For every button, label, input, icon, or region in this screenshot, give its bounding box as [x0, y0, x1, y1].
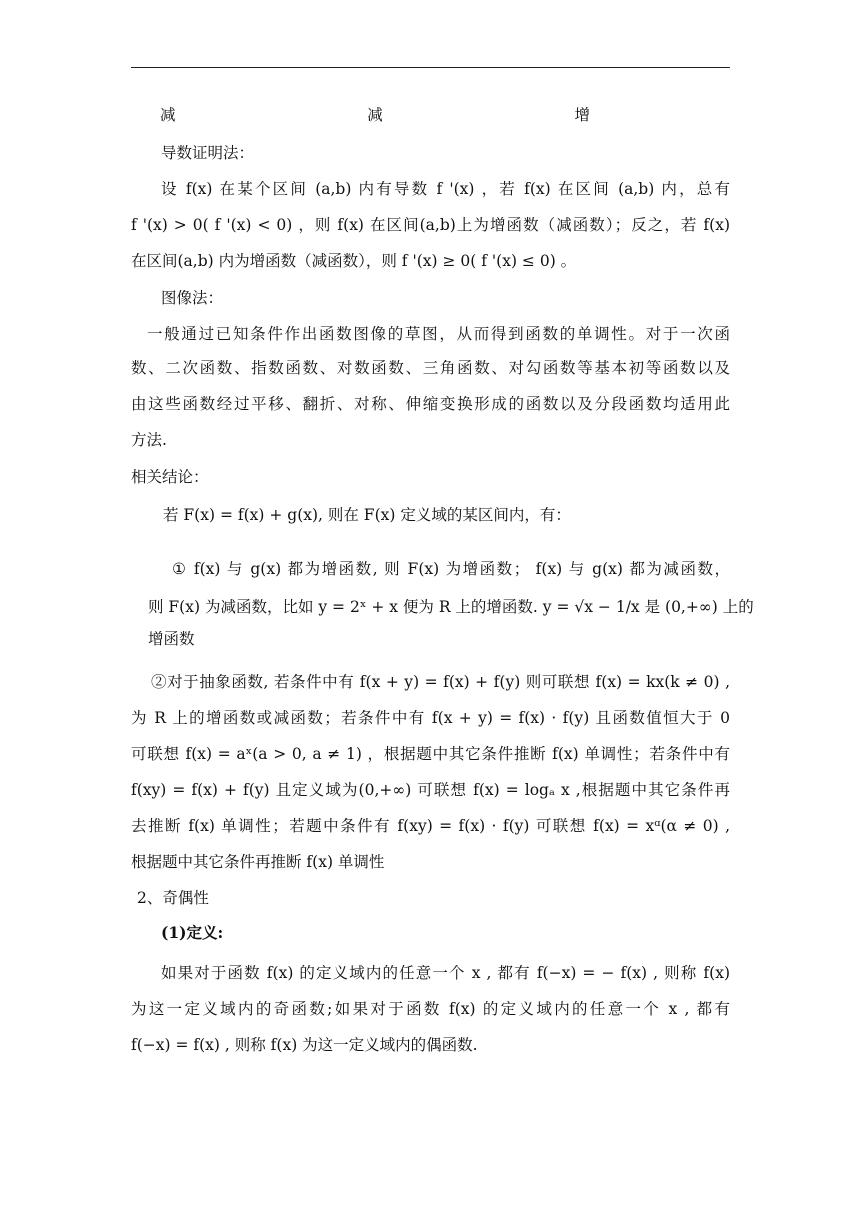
definition-heading: (1)定义: — [161, 923, 224, 942]
derivative-line-3: 在区间(a,b) 内为增函数（减函数），则 f '(x) ≥ 0( f '(x) ≤ 0) 。 — [131, 252, 577, 270]
definition-line-2: 为这一定义域内的奇函数;如果对于函数 f(x) 的定义域内的任意一个 x , 都有 — [131, 1000, 730, 1018]
graph-line-2: 数、二次函数、指数函数、对数函数、三角函数、对勾函数等基本初等函数以及 — [131, 359, 730, 377]
graph-line-1: 一般通过已知条件作出函数图像的草图，从而得到函数的单调性。对于一次函 — [147, 325, 730, 343]
trend-cell-3: 增 — [574, 106, 590, 124]
trend-cell-2: 减 — [367, 106, 383, 124]
graph-line-3: 由这些函数经过平移、翻折、对称、伸缩变换形成的函数以及分段函数均适用此 — [131, 395, 730, 413]
heading-derivative-method: 导数证明法： — [161, 144, 255, 162]
point-2-line-3: 可联想 f(x) = aˣ(a > 0, a ≠ 1) ，根据题中其它条件推断 f(x) 单调性；若条件中有 — [131, 745, 730, 763]
point-1-line-3: 增函数 — [148, 630, 195, 648]
heading-related-conclusions: 相关结论： — [131, 468, 209, 486]
definition-line-3: f(−x) = f(x) , 则称 f(x) 为这一定义域内的偶函数. — [131, 1036, 478, 1054]
section-2-title: 2、奇偶性 — [137, 889, 209, 907]
trend-cell-1: 减 — [160, 106, 176, 124]
point-2-line-6: 根据题中其它条件再推断 f(x) 单调性 — [131, 853, 385, 871]
derivative-line-2: f '(x) > 0( f '(x) < 0) ，则 f(x) 在区间(a,b)上为增函数（减函数）；反之，若 f(x) — [131, 216, 730, 234]
point-2-line-1: ②对于抽象函数, 若条件中有 f(x + y) = f(x) + f(y) 则可联想 f(x) = kx(k ≠ 0) , — [151, 673, 730, 691]
definition-line-1: 如果对于函数 f(x) 的定义域内的任意一个 x , 都有 f(−x) = − f(x) , 则称 f(x) — [161, 964, 730, 982]
point-2-line-5: 去推断 f(x) 单调性；若题中条件有 f(xy) = f(x) · f(y) 可联想 f(x) = xᵅ(α ≠ 0) , — [131, 817, 730, 835]
point-2-line-2: 为 R 上的增函数或减函数；若条件中有 f(x + y) = f(x) · f(y) 且函数值恒大于 0 — [131, 709, 730, 727]
graph-line-4: 方法. — [131, 431, 167, 449]
point-1-line-2: 则 F(x) 为减函数，比如 y = 2ˣ + x 便为 R 上的增函数. y = √x − 1/x 是 (0,+∞) 上的 — [148, 598, 754, 616]
header-rule — [131, 67, 730, 68]
heading-graph-method: 图像法： — [161, 289, 224, 307]
related-intro: 若 F(x) = f(x) + g(x), 则在 F(x) 定义域的某区间内，有： — [163, 506, 571, 524]
point-2-line-4: f(xy) = f(x) + f(y) 且定义域为(0,+∞) 可联想 f(x) = logₐ x ,根据题中其它条件再 — [131, 781, 730, 799]
table-row-trend — [160, 104, 590, 126]
point-1-line-1: ① f(x) 与 g(x) 都为增函数, 则 F(x) 为增函数； f(x) 与 g(x) 都为减函数， — [172, 560, 730, 578]
derivative-line-1: 设 f(x) 在某个区间 (a,b) 内有导数 f '(x) ，若 f(x) 在区间 (a,b) 内，总有 — [161, 180, 730, 198]
